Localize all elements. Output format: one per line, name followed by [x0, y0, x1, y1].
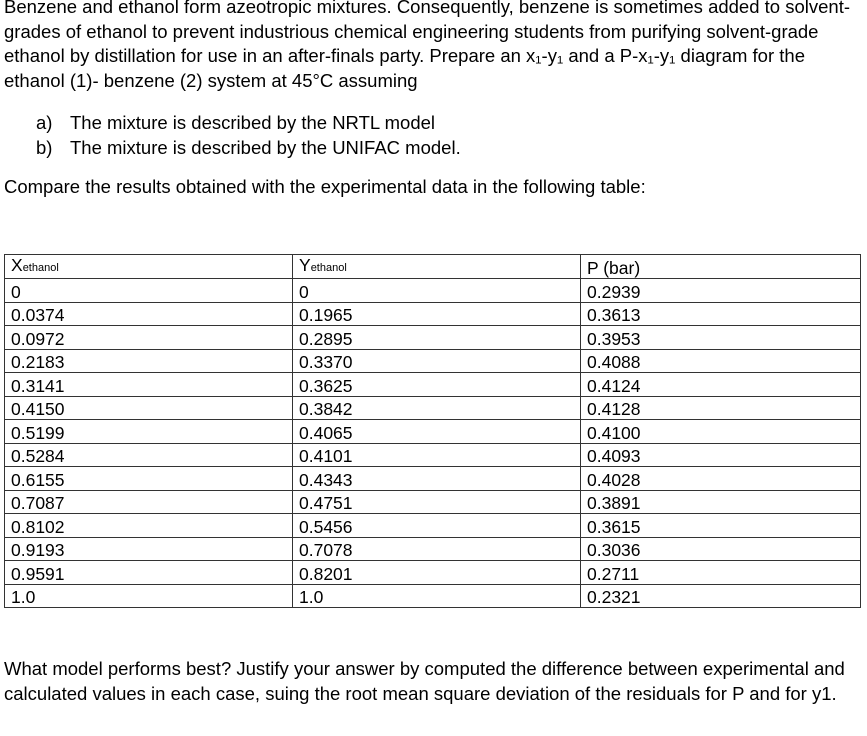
p-cell: 0.3036	[581, 537, 861, 561]
p-cell: 0.3613	[581, 302, 861, 326]
x-cell: 0.6155	[5, 467, 293, 491]
table-header-row	[5, 255, 861, 279]
table-row	[5, 490, 861, 514]
x-cell: 0.4150	[5, 396, 293, 420]
y-cell: 0.3842	[293, 396, 581, 420]
x-cell: 0.5284	[5, 443, 293, 467]
table-row	[5, 326, 861, 350]
p-cell: 0.4128	[581, 396, 861, 420]
header-main: P (bar)	[587, 258, 641, 278]
experimental-data-table	[4, 254, 861, 608]
table-row	[5, 373, 861, 397]
y-cell: 1.0	[293, 584, 581, 608]
compare-text: Compare the results obtained with the experimental data in the following table:	[4, 176, 646, 197]
p-cell: 0.4124	[581, 373, 861, 397]
table-row	[5, 584, 861, 608]
item-text: The mixture is described by the UNIFAC model.	[70, 137, 461, 158]
y-cell: 0.3625	[293, 373, 581, 397]
x-cell: 0.2183	[5, 349, 293, 373]
y-cell: 0.4101	[293, 443, 581, 467]
p-cell: 0.3615	[581, 514, 861, 538]
x-cell: 1.0	[5, 584, 293, 608]
header-sub: ethanol	[22, 262, 59, 274]
y-cell: 0.4751	[293, 490, 581, 514]
p-cell: 0.4028	[581, 467, 861, 491]
table-row	[5, 302, 861, 326]
table-row	[5, 279, 861, 303]
header-sub: ethanol	[310, 262, 347, 274]
x-cell: 0.7087	[5, 490, 293, 514]
x-cell: 0.8102	[5, 514, 293, 538]
x-cell: 0.9591	[5, 561, 293, 585]
y-cell: 0.8201	[293, 561, 581, 585]
item-label: a)	[36, 112, 53, 133]
table-row	[5, 420, 861, 444]
y-cell: 0	[293, 279, 581, 303]
p-cell: 0.4088	[581, 349, 861, 373]
y-cell: 0.7078	[293, 537, 581, 561]
p-cell: 0.4093	[581, 443, 861, 467]
p-cell: 0.4100	[581, 420, 861, 444]
table-row	[5, 396, 861, 420]
header-main: X	[11, 255, 23, 275]
header-main: Y	[299, 255, 311, 275]
question-text: What model performs best? Justify your answer by computed the difference between experimental and calculated values in each case, suing the root mean square deviation of the residuals for P and for y1.	[4, 658, 845, 704]
p-cell: 0.3953	[581, 326, 861, 350]
x-cell: 0.9193	[5, 537, 293, 561]
table-row	[5, 443, 861, 467]
p-cell: 0.2321	[581, 584, 861, 608]
header-pressure	[581, 255, 861, 279]
y-cell: 0.2895	[293, 326, 581, 350]
item-text: The mixture is described by the NRTL model	[70, 112, 436, 133]
x-cell: 0	[5, 279, 293, 303]
y-cell: 0.4343	[293, 467, 581, 491]
list-item-a	[36, 110, 863, 135]
list-item-b	[36, 135, 863, 160]
y-cell: 0.4065	[293, 420, 581, 444]
p-cell: 0.3891	[581, 490, 861, 514]
table-row	[5, 514, 861, 538]
table-row	[5, 467, 861, 491]
x-cell: 0.5199	[5, 420, 293, 444]
y-cell: 0.5456	[293, 514, 581, 538]
table-row	[5, 349, 861, 373]
y-cell: 0.1965	[293, 302, 581, 326]
x-cell: 0.0972	[5, 326, 293, 350]
x-cell: 0.0374	[5, 302, 293, 326]
table-row	[5, 537, 861, 561]
p-cell: 0.2939	[581, 279, 861, 303]
item-label: b)	[36, 137, 53, 158]
x-cell: 0.3141	[5, 373, 293, 397]
model-list	[36, 110, 863, 160]
p-cell: 0.2711	[581, 561, 861, 585]
problem-intro: Benzene and ethanol form azeotropic mixtures. Consequently, benzene is sometimes added to solvent-grades of ethanol to prevent industrious chemical engineering students from purifying solvent-grade ethanol by distillation for use in an after-finals party. Prepare an x₁-y₁ and a P-x₁-y₁ diagram for the ethanol (1)- benzene (2) system at 45°C assuming	[4, 0, 850, 91]
header-x-ethanol	[5, 255, 293, 279]
header-y-ethanol	[293, 255, 581, 279]
y-cell: 0.3370	[293, 349, 581, 373]
table-row	[5, 561, 861, 585]
